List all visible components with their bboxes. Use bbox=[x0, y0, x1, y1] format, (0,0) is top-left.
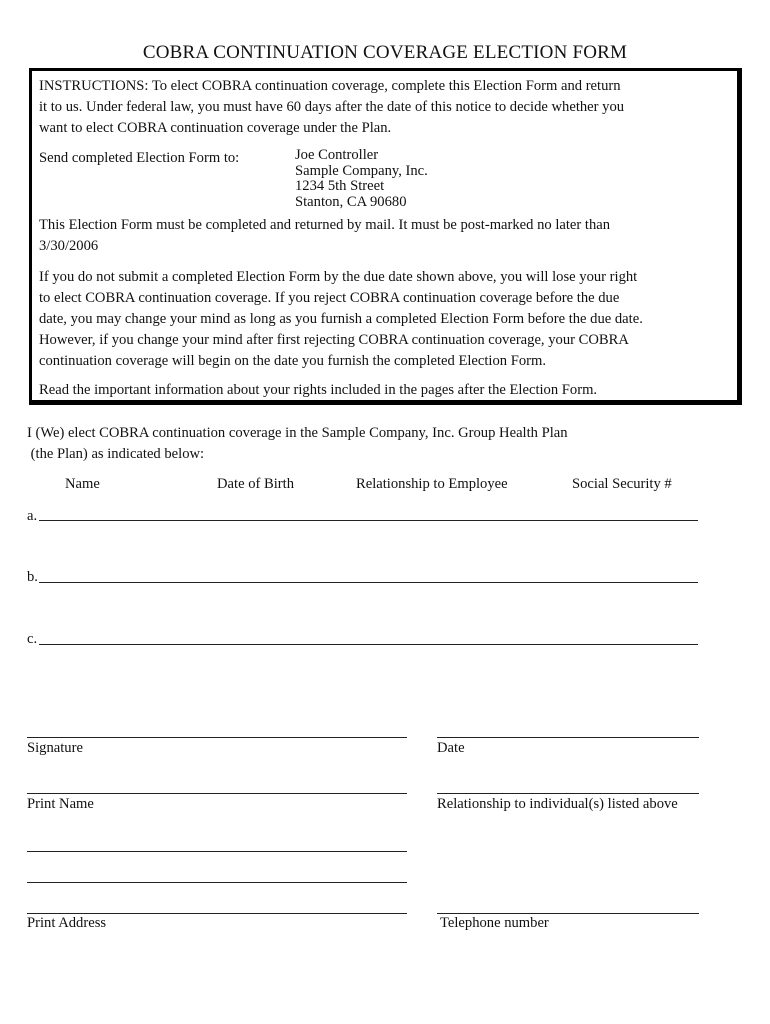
instructions-paragraph-4: Read the important information about your rights included in the pages after the Election Form. bbox=[39, 382, 598, 398]
row-label-b: b. bbox=[27, 569, 38, 585]
address-city: Stanton, CA 90680 bbox=[295, 193, 407, 210]
signature-label: Signature bbox=[27, 740, 83, 756]
form-title: COBRA CONTINUATION COVERAGE ELECTION FORM bbox=[142, 42, 628, 63]
instructions-line: INSTRUCTIONS: To elect COBRA continuation coverage, complete this Election Form and return bbox=[39, 78, 621, 94]
instructions-line: date, you may change your mind as long as you furnish a completed Election Form before the due date. bbox=[39, 311, 643, 327]
send-to-label: Send completed Election Form to: bbox=[39, 150, 240, 166]
instructions-line: If you do not submit a completed Election Form by the due date shown above, you will lose your right bbox=[39, 269, 638, 285]
instructions-line: it to us. Under federal law, you must have 60 days after the date of this notice to decide whether you bbox=[39, 99, 625, 115]
signature-line[interactable] bbox=[27, 737, 407, 738]
election-line: I (We) elect COBRA continuation coverage in the Sample Company, Inc. Group Health Plan bbox=[27, 425, 568, 441]
column-header-ssn: Social Security # bbox=[572, 476, 672, 492]
instructions-line: to elect COBRA continuation coverage. If you reject COBRA continuation coverage before the due bbox=[39, 290, 620, 306]
print-address-label: Print Address bbox=[27, 915, 107, 931]
election-statement bbox=[27, 423, 747, 465]
entry-line-a[interactable] bbox=[39, 520, 698, 521]
instructions-line: continuation coverage will begin on the date you furnish the completed Election Form. bbox=[39, 353, 546, 369]
instructions-line: This Election Form must be completed and returned by mail. It must be post-marked no later than bbox=[39, 217, 611, 233]
row-label-c: c. bbox=[27, 631, 38, 647]
column-header-name: Name bbox=[65, 476, 100, 492]
instructions-paragraph-2 bbox=[39, 215, 739, 257]
address-company: Sample Company, Inc. bbox=[295, 162, 428, 179]
address-line-2[interactable] bbox=[27, 882, 407, 883]
election-line: (the Plan) as indicated below: bbox=[27, 446, 205, 462]
row-label-a: a. bbox=[27, 508, 38, 524]
date-label: Date bbox=[437, 740, 465, 756]
due-date: 3/30/2006 bbox=[39, 238, 99, 254]
relationship-label: Relationship to individual(s) listed above bbox=[437, 796, 678, 812]
instructions-paragraph-1 bbox=[39, 76, 739, 139]
address-street: 1234 5th Street bbox=[295, 178, 385, 194]
telephone-label: Telephone number bbox=[440, 915, 549, 931]
mailing-address bbox=[295, 148, 428, 210]
print-name-label: Print Name bbox=[27, 796, 94, 812]
column-header-dob: Date of Birth bbox=[217, 476, 295, 492]
instructions-paragraph-3 bbox=[39, 267, 739, 372]
instructions-line: want to elect COBRA continuation coverage under the Plan. bbox=[39, 120, 392, 136]
address-line-1[interactable] bbox=[27, 851, 407, 852]
entry-line-c[interactable] bbox=[39, 644, 698, 645]
instructions-line: However, if you change your mind after first rejecting COBRA continuation coverage, your COBRA bbox=[39, 332, 629, 348]
date-line[interactable] bbox=[437, 737, 699, 738]
address-name: Joe Controller bbox=[295, 147, 379, 163]
column-header-relationship: Relationship to Employee bbox=[356, 476, 508, 492]
entry-line-b[interactable] bbox=[39, 582, 698, 583]
